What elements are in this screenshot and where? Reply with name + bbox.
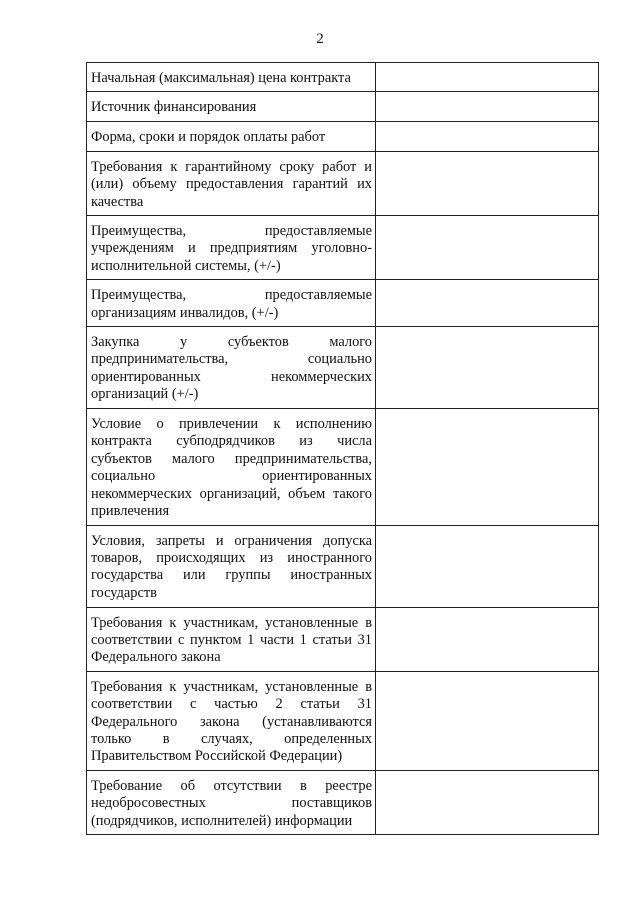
row-label-cell: [87, 525, 376, 607]
table-row-small-business-procurement: [87, 327, 599, 409]
row-label-cell: [87, 409, 376, 525]
row-label-funding-source: Источник финансирования: [91, 99, 257, 116]
row-value-cell[interactable]: [376, 327, 599, 409]
row-label-cell: [87, 770, 376, 834]
table-row-payment-terms: [87, 121, 599, 151]
row-label-disabled-organizations-advantages: Преимущества, предоставляемые организациям инвалидов, (+/-): [91, 287, 372, 321]
row-value-cell[interactable]: [376, 92, 599, 121]
row-label-cell: [87, 280, 376, 327]
page-number: 2: [316, 31, 324, 47]
row-label-initial-price: Начальная (максимальная) цена контракта: [91, 70, 351, 86]
row-value-cell[interactable]: [376, 671, 599, 770]
row-label-subcontractor-condition: Условие о привлечении к исполнению контракта субподрядчиков из числа субъектов малого предпринимательства, социально ориентированных некоммерческих организаций, объем такого привлечения: [91, 416, 372, 520]
table-row-unfair-suppliers-registry: [87, 770, 599, 834]
row-label-cell: [87, 607, 376, 671]
row-value-cell[interactable]: [376, 121, 599, 151]
row-label-payment-terms: Форма, сроки и порядок оплаты работ: [91, 128, 326, 145]
row-label-warranty-requirements: Требования к гарантийному сроку работ и (или) объему предоставления гарантий их качества: [91, 158, 372, 210]
row-label-cell: [87, 121, 376, 151]
row-value-cell[interactable]: [376, 280, 599, 327]
row-value-cell[interactable]: [376, 151, 599, 215]
table-row-funding-source: [87, 92, 599, 121]
row-label-cell: [87, 671, 376, 770]
procurement-requirements-table: [86, 62, 599, 835]
row-label-penal-system-advantages: Преимущества, предоставляемые учреждениям и предприятиям уголовно-исполнительной системы, (+/-): [91, 223, 372, 274]
row-label-cell: [87, 216, 376, 280]
row-value-cell[interactable]: [376, 63, 599, 92]
row-label-cell: [87, 327, 376, 409]
row-label-cell: [87, 92, 376, 121]
row-label-foreign-goods-restrictions: Условия, запреты и ограничения допуска товаров, происходящих из иностранного государства или группы иностранных государств: [91, 532, 372, 601]
table-row-warranty-requirements: [87, 151, 599, 215]
row-value-cell[interactable]: [376, 770, 599, 834]
table-row-initial-price: [87, 63, 599, 92]
row-value-cell[interactable]: [376, 409, 599, 525]
row-label-participant-requirements-part2: Требования к участникам, установленные в соответствии с частью 2 статьи 31 Федерального закона (устанавливаются только в случаях, определенных Правительством Российской Федерации): [91, 678, 372, 765]
row-label-participant-requirements-part1: Требования к участникам, установленные в соответствии с пунктом 1 части 1 статьи 31 Федерального закона: [91, 614, 372, 666]
row-value-cell[interactable]: [376, 607, 599, 671]
row-label-cell: [87, 63, 376, 92]
table-row-foreign-goods-restrictions: [87, 525, 599, 607]
table-row-subcontractor-condition: [87, 409, 599, 525]
row-value-cell[interactable]: [376, 525, 599, 607]
table-row-penal-system-advantages: [87, 216, 599, 280]
table-row-disabled-organizations-advantages: [87, 280, 599, 327]
row-label-cell: [87, 151, 376, 215]
row-label-unfair-suppliers-registry: Требование об отсутствии в реестре недобросовестных поставщиков (подрядчиков, исполнителей) информации: [91, 777, 372, 829]
table-row-participant-requirements-part2: [87, 671, 599, 770]
table-row-participant-requirements-part1: [87, 607, 599, 671]
row-label-small-business-procurement: Закупка у субъектов малого предпринимательства, социально ориентированных некоммерческих организаций (+/-): [91, 334, 372, 403]
row-value-cell[interactable]: [376, 216, 599, 280]
